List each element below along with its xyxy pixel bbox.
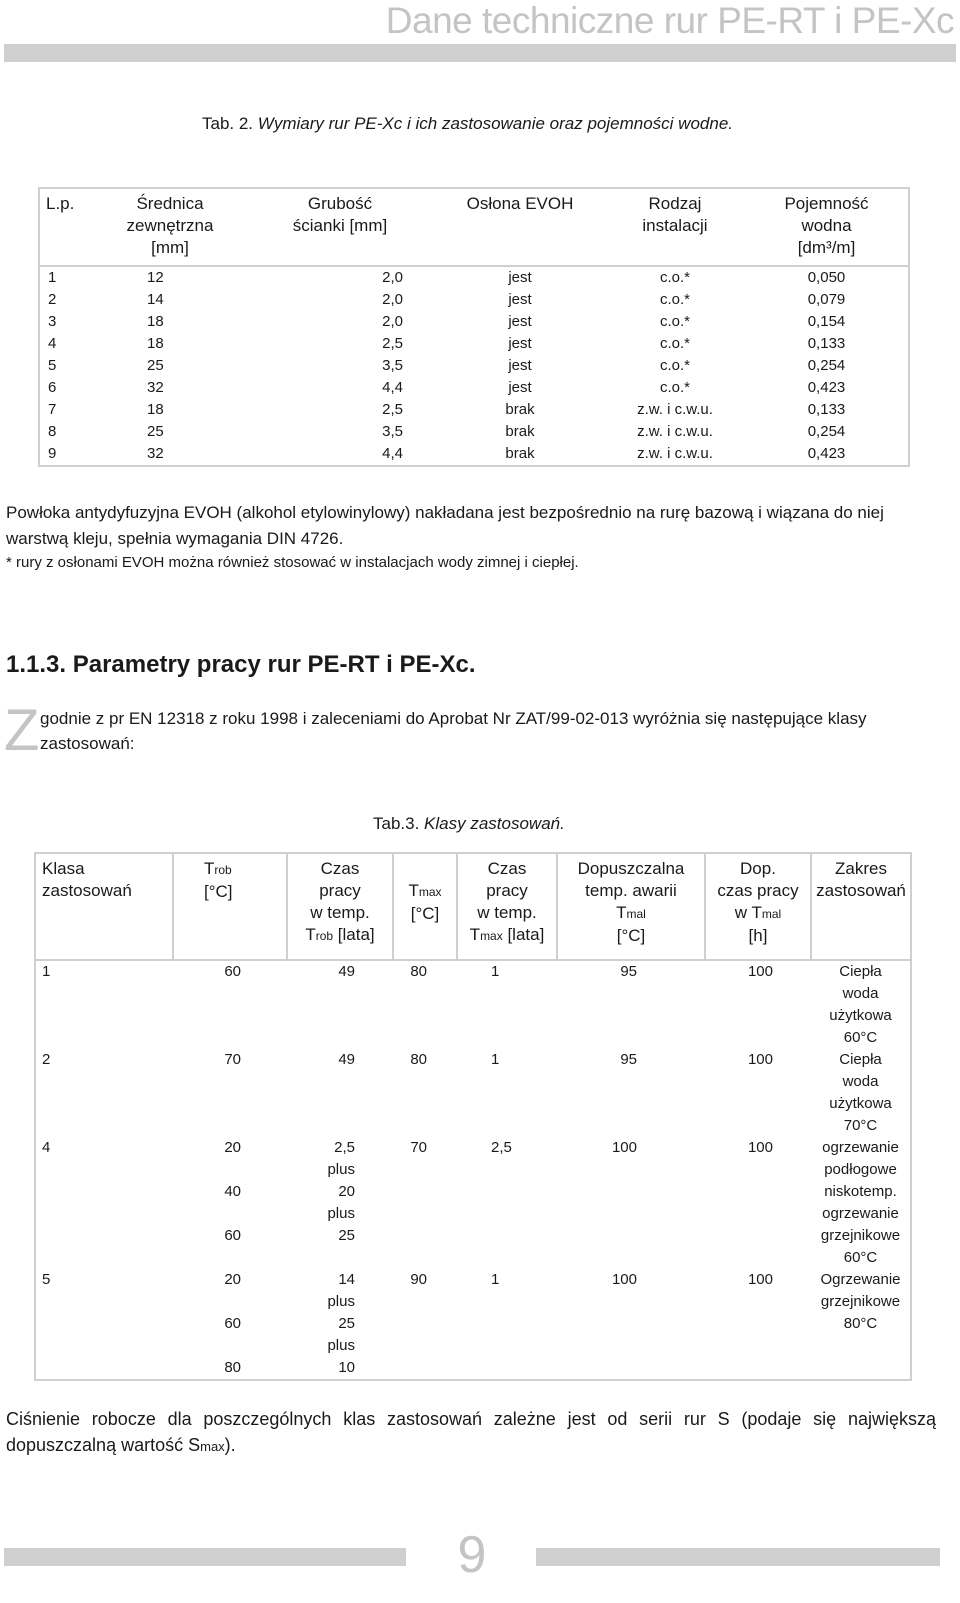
table-cell: c.o.* (659, 313, 690, 330)
table-cell: brak (505, 401, 535, 418)
table-cell-zakres: ogrzewanie podłogowe niskotemp. ogrzewanie grzejnikowe 60°C (820, 1139, 901, 1266)
table-cell-czas-max: 1 (491, 1271, 500, 1288)
table-cell: 0,423 (807, 445, 846, 462)
table-cell-trob: 70 (224, 1051, 241, 1068)
col-header-srednica: Średnica zewnętrzna [mm] (126, 194, 214, 257)
table-cell-czas-mal: 100 (747, 1051, 773, 1068)
table-cell: 14 (147, 291, 164, 308)
table-cell-czas-mal: 100 (747, 1139, 773, 1156)
table-row (39, 333, 909, 355)
table-row (35, 960, 911, 1049)
table2-caption-prefix: Tab. 2. (202, 114, 254, 133)
table-row (39, 266, 909, 289)
dropcap-letter: Z (4, 698, 40, 763)
col-header-zakres: Zakres zastosowań (816, 859, 906, 900)
table-cell-zakres: Ogrzewanie grzejnikowe 80°C (820, 1271, 901, 1332)
table-row (39, 289, 909, 311)
table-cell: 0,050 (807, 269, 846, 286)
table-cell: 0,154 (807, 313, 846, 330)
table-cell: 4,4 (382, 379, 403, 396)
table-cell-klasa: 1 (42, 963, 51, 980)
table-cell-tmax: 80 (410, 1051, 427, 1068)
table-cell: 25 (147, 423, 164, 440)
table-cell: z.w. i c.w.u. (637, 423, 713, 440)
table-cell: 0,423 (807, 379, 846, 396)
table3-caption-text: Klasy zastosowań. (419, 814, 565, 833)
table-cell-trob: 20 60 80 (224, 1271, 241, 1376)
table-cell: 3 (48, 313, 57, 330)
table-cell: 3,5 (382, 423, 403, 440)
col-header-tmax: Tmax [°C] (393, 853, 457, 960)
table-cell-tmax: 80 (410, 963, 427, 980)
table-cell: z.w. i c.w.u. (637, 401, 713, 418)
table-row (35, 1049, 911, 1137)
table-cell: jest (508, 269, 532, 286)
table-cell-tmal: 95 (620, 1051, 637, 1068)
table-cell: 2,5 (382, 401, 403, 418)
application-classes-table (34, 852, 912, 1381)
table-cell: 1 (48, 269, 57, 286)
page-header-title: Dane techniczne rur PE-RT i PE-Xc (385, 0, 954, 41)
table-cell-tmax: 90 (410, 1271, 427, 1288)
table-cell: jest (508, 357, 532, 374)
table-cell: 8 (48, 423, 57, 440)
table-cell-klasa: 5 (42, 1271, 51, 1288)
col-header-czas-max: Czas pracy w temp. Tmax [lata] (457, 853, 557, 960)
table3-caption-prefix: Tab.3. (373, 814, 420, 833)
table-row (39, 421, 909, 443)
table-cell: 4 (48, 335, 57, 352)
table-cell-trob: 20 40 60 (224, 1139, 241, 1244)
footer-bar-right (536, 1548, 940, 1566)
table-cell: 6 (48, 379, 57, 396)
table-cell: jest (508, 335, 532, 352)
col-header-oslona: Osłona EVOH (466, 194, 574, 213)
col-header-czas-mal: Dop. czas pracy w Tmal [h] (705, 853, 811, 960)
table-cell-czas-mal: 100 (747, 1271, 773, 1288)
table-cell: 4,4 (382, 445, 403, 462)
col-header-trob: Trob [°C] (173, 853, 287, 960)
footer-paragraph: Ciśnienie robocze dla poszczególnych klas zastosowań zależne jest od serii rur S (podaje się największą dopuszczalną wartość Smax). (6, 1409, 936, 1455)
table-cell: c.o.* (659, 269, 690, 286)
table-cell-klasa: 4 (42, 1139, 51, 1156)
table-cell: z.w. i c.w.u. (637, 445, 713, 462)
table-cell: 32 (147, 445, 164, 462)
table-cell: 18 (147, 335, 164, 352)
col-header-pojemnosc: Pojemność wodna [dm³/m] (784, 194, 869, 257)
table3-caption (373, 814, 565, 834)
table-cell: c.o.* (659, 357, 690, 374)
table-cell: 2,0 (382, 291, 403, 308)
table-cell: 0,254 (807, 423, 846, 440)
table-cell: 32 (147, 379, 164, 396)
table-cell-czas-rob: 14 plus 25 plus 10 (327, 1271, 355, 1376)
evoh-note: * rury z osłonami EVOH można również stosować w instalacjach wody zimnej i ciepłej. (6, 554, 579, 571)
table-cell-czas-mal: 100 (747, 963, 773, 980)
page-number: 9 (457, 1526, 487, 1584)
col-header-czas-rob: Czas pracy w temp. Trob [lata] (287, 853, 393, 960)
header-divider-bar (4, 44, 956, 62)
table-cell: 25 (147, 357, 164, 374)
table-cell: jest (508, 379, 532, 396)
table-cell-tmal: 95 (620, 963, 637, 980)
table2-caption (202, 114, 733, 134)
table-cell-czas-max: 2,5 (491, 1139, 512, 1156)
table-cell-czas-rob: 2,5 plus 20 plus 25 (327, 1139, 355, 1244)
table-cell-czas-rob: 49 (338, 963, 355, 980)
table-cell-tmal: 100 (611, 1139, 637, 1156)
table-cell: 3,5 (382, 357, 403, 374)
table-cell: 18 (147, 313, 164, 330)
footer-bar-left (4, 1548, 406, 1566)
section-intro: godnie z pr EN 12318 z roku 1998 i zaleceniami do Aprobat Nr ZAT/99-02-013 wyróżnia się następujące klasy zastosowań: (40, 709, 867, 753)
table-cell-zakres: Ciepła woda użytkowa 60°C (829, 963, 892, 1046)
table-cell: c.o.* (659, 379, 690, 396)
table-cell: 0,133 (807, 401, 846, 418)
section-title: 1.1.3. Parametry pracy rur PE-RT i PE-Xc. (6, 651, 476, 678)
table2-caption-text: Wymiary rur PE-Xc i ich zastosowanie oraz pojemności wodne. (253, 114, 733, 133)
table-cell: 18 (147, 401, 164, 418)
col-header-rodzaj: Rodzaj instalacji (642, 194, 708, 235)
table-row (39, 377, 909, 399)
table-row (39, 399, 909, 421)
evoh-paragraph: Powłoka antydyfuzyjna EVOH (alkohol etylowinylowy) nakładana jest bezpośrednio na rurę bazową i wiązana do niej warstwą kleju, spełnia wymagania DIN 4726. (6, 503, 884, 548)
table-cell-czas-max: 1 (491, 1051, 500, 1068)
table-row (35, 1137, 911, 1269)
table-cell: jest (508, 313, 532, 330)
table-cell-trob: 60 (224, 963, 241, 980)
col-header-grubosc: Grubość ścianki [mm] (292, 194, 388, 235)
table-cell-czas-max: 1 (491, 963, 500, 980)
table-cell: 2,5 (382, 335, 403, 352)
table-cell: 2,0 (382, 269, 403, 286)
table-cell: 0,079 (807, 291, 846, 308)
table-cell: 2 (48, 291, 57, 308)
table-cell: jest (508, 291, 532, 308)
table-cell-klasa: 2 (42, 1051, 51, 1068)
table-cell: c.o.* (659, 335, 690, 352)
table-cell: 0,254 (807, 357, 846, 374)
table-row (39, 355, 909, 377)
col-header-klasa: Klasa zastosowań (35, 853, 173, 960)
col-header-tmal: Dopuszczalna temp. awarii Tmal [°C] (557, 853, 705, 960)
table-cell-zakres: Ciepła woda użytkowa 70°C (829, 1051, 892, 1134)
pipe-dimensions-table (38, 187, 910, 467)
table-cell: c.o.* (659, 291, 690, 308)
col-header-lp: L.p. (46, 194, 75, 213)
table-row (35, 1269, 911, 1380)
table-cell-tmal: 100 (611, 1271, 637, 1288)
table-cell: 0,133 (807, 335, 846, 352)
table-cell: 9 (48, 445, 57, 462)
table-cell: brak (505, 445, 535, 462)
table-row (39, 443, 909, 466)
table-cell: 7 (48, 401, 57, 418)
table-cell-tmax: 70 (410, 1139, 427, 1156)
table-row (39, 311, 909, 333)
table-cell: 2,0 (382, 313, 403, 330)
table2-header-row (39, 188, 909, 266)
table-cell: brak (505, 423, 535, 440)
table-cell: 5 (48, 357, 57, 374)
table-cell: 12 (147, 269, 164, 286)
table3-header-row (35, 853, 911, 960)
table-cell-czas-rob: 49 (338, 1051, 355, 1068)
